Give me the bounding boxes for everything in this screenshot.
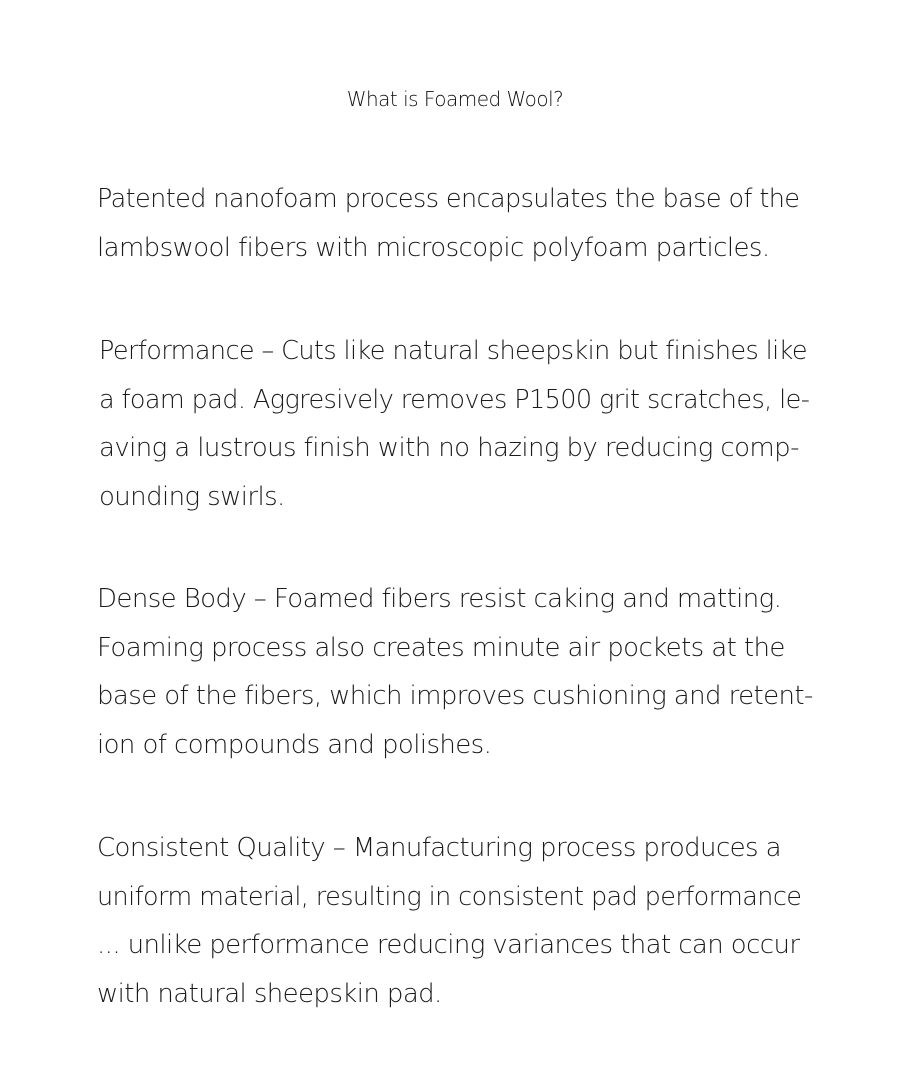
consistent-quality-paragraph <box>97 824 813 1018</box>
performance-line: Performance – Cuts like natural sheepskin but finishes like <box>99 336 807 366</box>
page-title: What is Foamed Wool? <box>346 87 564 111</box>
dense-body-paragraph <box>97 575 813 769</box>
dense-body-line: base of the fibers, which improves cushioning and retent- <box>97 681 813 711</box>
consistent-quality-line: ... unlike performance reducing variances that can occur <box>97 930 800 960</box>
consistent-quality-line: with natural sheepskin pad. <box>97 978 442 1009</box>
performance-line: a foam pad. Aggresively removes P1500 grit scratches, le- <box>99 384 810 415</box>
consistent-quality-line: uniform material, resulting in consistent pad performance <box>97 881 802 912</box>
performance-line: aving a lustrous finish with no hazing by reducing comp- <box>99 433 799 463</box>
intro-paragraph <box>97 175 813 272</box>
dense-body-line: Foaming process also creates minute air pockets at the <box>97 632 785 663</box>
performance-paragraph <box>99 327 815 521</box>
intro-line: Patented nanofoam process encapsulates the base of the <box>97 184 800 214</box>
performance-line: ounding swirls. <box>99 481 285 512</box>
consistent-quality-line: Consistent Quality – Manufacturing process produces a <box>97 833 781 863</box>
dense-body-line: ion of compounds and polishes. <box>97 729 492 760</box>
intro-line: lambswool fibers with microscopic polyfoam particles. <box>97 232 770 263</box>
dense-body-line: Dense Body – Foamed fibers resist caking and matting. <box>97 584 782 614</box>
